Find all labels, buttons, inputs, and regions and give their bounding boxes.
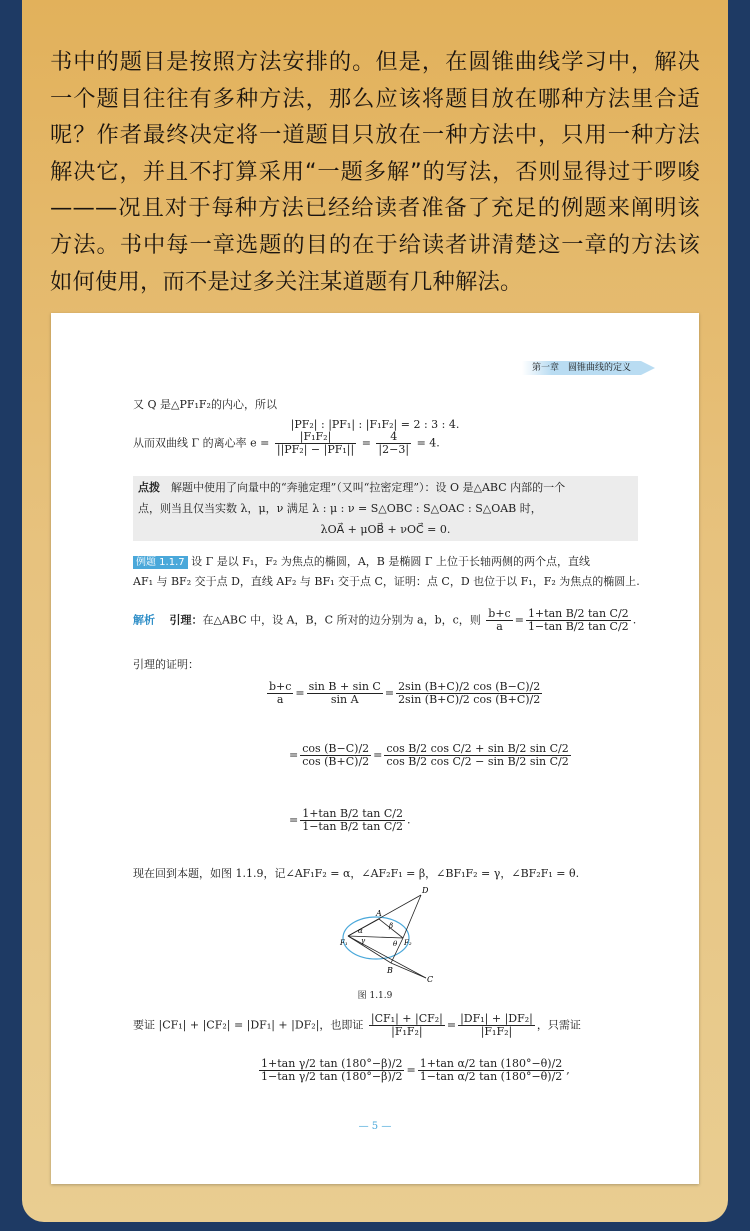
final-l-den: 1−tan γ/2 tan (180°−β)/2: [261, 1070, 403, 1083]
proof-step-2: = $\frac{\cos (B-C)/2}{\cos (B+C)/2}$ = $\frac{\text{cos B/2 cos C/2 + sin B/2 sin C/2}}{\text{cos B/2 cos C/2 − sin B/2 sin C/2}}$: [289, 742, 569, 768]
final-l-num: 1+tan γ/2 tan (180°−β)/2: [261, 1057, 403, 1070]
p1-mid: [307, 681, 383, 706]
p1-rhs: [396, 681, 542, 706]
p1-rhs-den: 2sin (B+C)/2 cos (B+C)/2: [398, 693, 541, 706]
example-text-1: 设 Γ 是以 F₁，F₂ 为焦点的椭圆，A，B 是椭圆 Γ 上位于长轴两侧的两个点，直线: [191, 555, 590, 568]
p1-rhs-num: 2sin (B+C)/2 cos (B−C)/2: [398, 680, 541, 693]
eccentricity-line: [133, 431, 440, 456]
example-line-1: [133, 555, 590, 569]
prove-num2: |DF₁| + |DF₂|: [460, 1012, 533, 1025]
ecc-den: ||PF₂| − |PF₁||: [276, 443, 355, 456]
callout-text-1: 解题中使用了向量中的“奔驰定理”（又叫“拉密定理”）：设 O 是△ABC 内部的一个: [171, 481, 566, 494]
ecc-prefix: 从而双曲线 Γ 的离心率 e =: [133, 436, 270, 450]
callout-tag: 点拨: [138, 481, 160, 494]
label-beta: β: [389, 922, 394, 930]
ecc-eq: =: [361, 436, 371, 450]
prove-suffix: ，只需证: [536, 1018, 581, 1032]
text-line: 又 Q 是△PF₁F₂的内心，所以: [133, 398, 277, 411]
final-left: [259, 1058, 404, 1083]
callout-line-1: [138, 481, 565, 495]
label-d: D: [422, 886, 429, 895]
example-line-2: AF₁ 与 BF₂ 交于点 D，直线 AF₂ 与 BF₁ 交于点 C，证明：点 C，D 也位于以 F₁，F₂ 为焦点的椭圆上.: [133, 575, 640, 588]
proof-label: 引理的证明：: [133, 658, 199, 671]
proof-step-3: = $\frac{\text{1+tan B/2 tan C/2}}{\text{1−tan B/2 tan C/2}}$ .: [289, 807, 411, 833]
lemma-rhs: [526, 608, 631, 633]
label-b: B: [387, 966, 393, 975]
p2-b-den: cos B/2 cos C/2 − sin B/2 sin C/2: [386, 755, 569, 768]
line-f2-d: [403, 895, 421, 938]
lemma-label: 引理：: [169, 613, 203, 627]
lemma-lhs-num: b+c: [488, 607, 511, 620]
label-gamma: γ: [361, 937, 366, 945]
prove-den2: |F₁F₂|: [480, 1025, 513, 1038]
callout-formula: λOA⃗ + μOB⃗ + νOC⃗ = 0.: [320, 523, 451, 536]
p3-den: 1−tan B/2 tan C/2: [302, 820, 403, 833]
tip-callout: [133, 476, 638, 541]
line-f1-f2: [348, 936, 403, 938]
ecc-num2: 4: [376, 431, 411, 444]
ecc-den2: |2−3|: [378, 443, 410, 456]
ecc-fraction: [275, 431, 356, 456]
label-f2: F₂: [404, 939, 412, 947]
lemma-line: 解析 引理：在△ABC 中，设 A，B，C 所对的边分别为 a，b，c，则 $\frac{b+c}{a}$ = $\frac{\text{1+tan B/2 tan C/2}}{\text{1−tan B/2 tan C/2}}$ .: [133, 607, 637, 633]
lemma-rhs-num: 1+tan B/2 tan C/2: [527, 607, 629, 620]
lemma-lhs-den: a: [496, 620, 503, 633]
label-alpha: α: [358, 927, 363, 935]
prove-frac-2: [458, 1013, 535, 1038]
ecc-fraction-2: [376, 431, 411, 456]
return-line: 现在回到本题，如图 1.1.9，记∠AF₁F₂ = α，∠AF₂F₁ = β，∠BF₁F₂ = γ，∠BF₂F₁ = θ.: [133, 867, 580, 880]
final-equation: $\frac{\text{1+tan γ/2 tan (180°−β)/2}}{\text{1−tan γ/2 tan (180°−β)/2}}$ = $\frac{\text{1+tan α/2 tan (180°−θ)/2}}{\text{1−tan α/2 tan (180°−θ)/2}}$ ,: [261, 1057, 570, 1083]
line-f1-a: [348, 919, 379, 936]
line-b-c: [391, 963, 426, 978]
p1-mid-num: sin B + sin C: [308, 680, 381, 693]
example-tag: 例题 1.1.7: [133, 556, 188, 569]
prove-den1: |F₁F₂|: [391, 1025, 423, 1038]
page-number: — 5 —: [358, 1121, 392, 1132]
p2-a: [300, 743, 371, 768]
final-r-num: 1+tan α/2 tan (180°−θ)/2: [419, 1057, 563, 1070]
p3: [300, 808, 405, 833]
p1-mid-den: sin A: [330, 693, 359, 706]
p2-a-den: cos (B+C)/2: [302, 755, 370, 768]
p3-num: 1+tan B/2 tan C/2: [302, 807, 403, 820]
ecc-end: = 4.: [416, 436, 440, 450]
prove-prefix: 要证 |CF₁| + |CF₂| = |DF₁| + |DF₂|，也即证: [133, 1018, 364, 1032]
prove-num1: |CF₁| + |CF₂|: [370, 1012, 443, 1025]
p1-lhs-num: b+c: [269, 680, 292, 693]
label-a: A: [376, 909, 382, 918]
book-page: [51, 313, 699, 1184]
ecc-num: |F₁F₂|: [275, 431, 356, 444]
lemma-rhs-den: 1−tan B/2 tan C/2: [527, 620, 629, 633]
prove-frac-1: [369, 1013, 445, 1038]
figure-1-1-9: [331, 883, 441, 983]
p1-lhs: [267, 681, 293, 706]
proof-step-1: $\frac{b+c}{a}$ = $\frac{\text{sin B + sin C}}{\text{sin A}}$ = $\frac{2\sin (B+C)/2 \cos (B-C)/2}{2\sin (B+C)/2 \cos (B+C)/2}$: [269, 680, 541, 706]
prove-line: 要证 |CF₁| + |CF₂| = |DF₁| + |DF₂|，也即证 $\frac{\text{|CF₁| + |CF₂|}}{\text{|F₁F₂|}}$ = $\frac{\text{|DF₁| + |DF₂|}}{\text{|F₁F₂|}}$ ，只需证: [133, 1012, 581, 1038]
label-theta: θ: [393, 940, 398, 948]
ratio-formula: |PF₂| : |PF₁| : |F₁F₂| = 2 : 3 : 4.: [290, 418, 460, 431]
label-f1: F₁: [340, 939, 348, 947]
p2-b: [384, 743, 570, 768]
p2-a-num: cos (B−C)/2: [302, 742, 370, 755]
final-r-den: 1−tan α/2 tan (180°−θ)/2: [419, 1070, 563, 1083]
figure-caption: 图 1.1.9: [357, 991, 393, 1001]
lemma-lhs: [486, 608, 512, 633]
label-c: C: [427, 975, 434, 983]
intro-paragraph: 书中的题目是按照方法安排的。但是，在圆锥曲线学习中，解决一个题目往往有多种方法，那么应该将题目放在哪种方法里合适呢？作者最终决定将一道题目只放在一种方法中，只用一种方法解决它，并且不打算采用“一题多解”的写法，否则显得过于啰唆———况且对于每种方法已经给读者准备了充足的例题来阐明该方法。书中每一章选题的目的在于给读者讲清楚这一章的方法该如何使用，而不是过多关注某道题有几种解法。: [50, 49, 700, 295]
callout-line-2: 点，则当且仅当实数 λ，μ，ν 满足 λ : μ : ν = S△OBC : S△OAC : S△OAB 时，: [138, 502, 542, 515]
final-right: [418, 1058, 565, 1083]
running-head: 第一章 圆锥曲线的定义: [522, 361, 641, 375]
p2-b-num: cos B/2 cos C/2 + sin B/2 sin C/2: [386, 742, 569, 755]
lemma-text: 在△ABC 中，设 A，B，C 所对的边分别为 a，b，c，则: [202, 613, 481, 627]
p1-lhs-den: a: [276, 693, 284, 706]
solution-tag: 解析: [133, 613, 155, 627]
